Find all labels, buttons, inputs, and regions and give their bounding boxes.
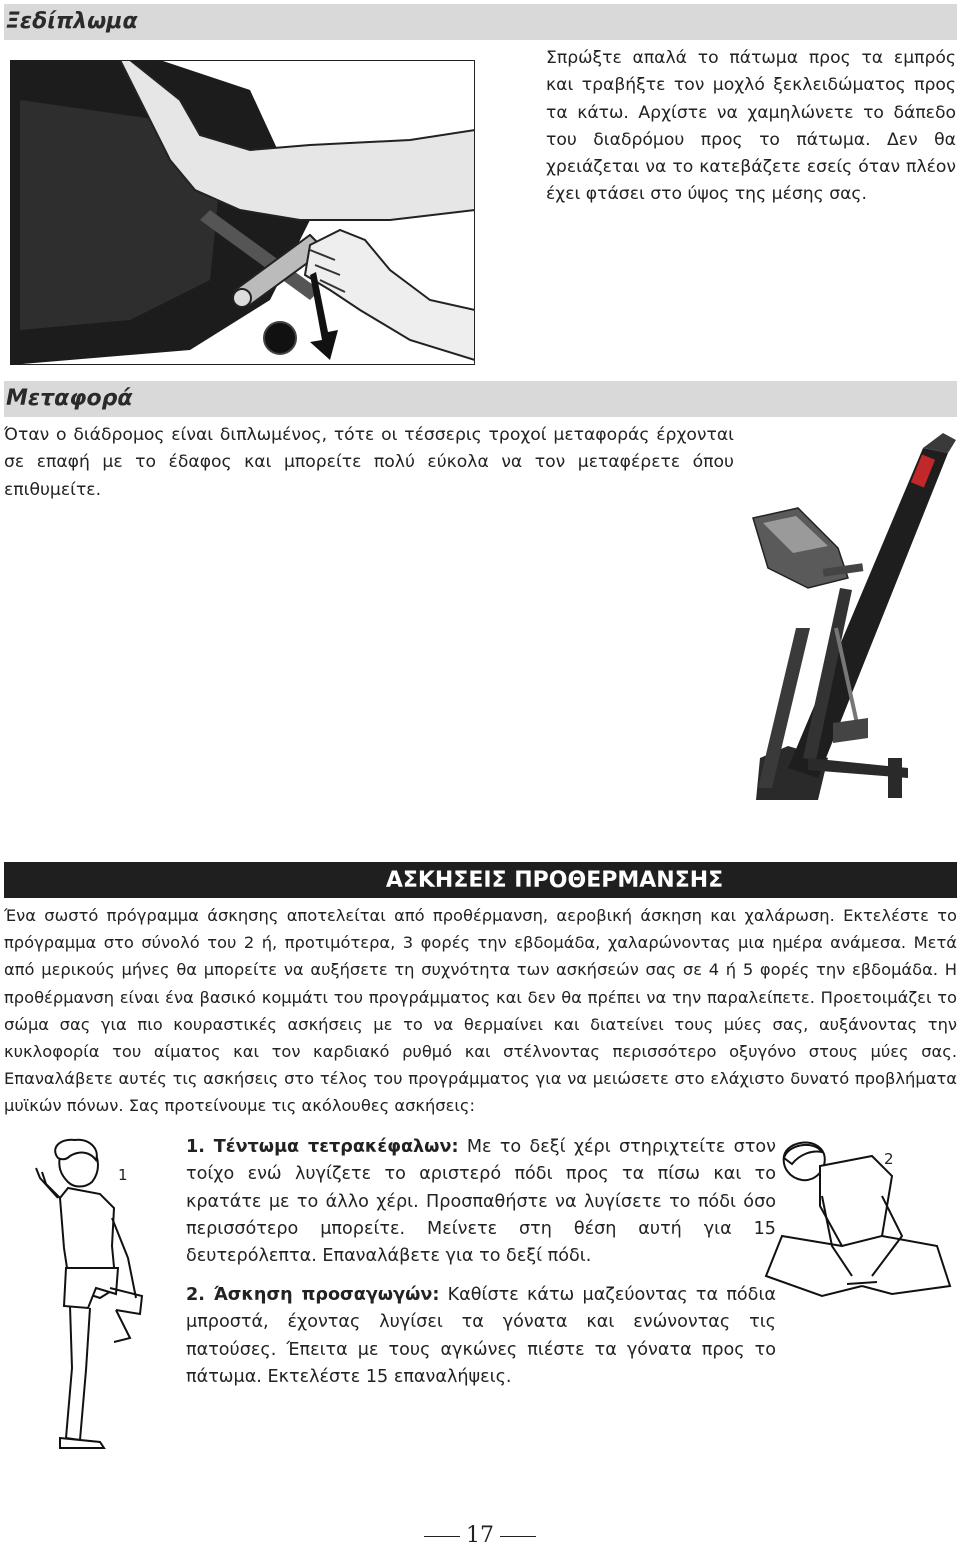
exercise-1-text: Με το δεξί χέρι στηριχτείτε στον τοίχο ενώ λυγίζετε το αριστερό πόδι προς τα πίσω και το κρατάτε με το άλλο χέρι. Προσπαθήστε να λυγίσετε το πόδι όσο περισσότερο μπορείτε. Μείνετε στη θέση αυτή για 15 δευτερόλεπτα. Επαναλάβετε για το δεξί πόδι.	[186, 1137, 776, 1267]
exercise-2-text: Καθίστε κάτω μαζεύοντας τα πόδια μπροστά, έχοντας λυγίσει τα γόνατα και ενώνοντας τις πατούσες. Έπειτα με τους αγκώνες πιέστε τα γόνατα προς το πάτωμα. Εκτελέστε 15 επαναλήψεις.	[186, 1285, 776, 1387]
exercise-1-title: 1. Τέντωμα τετρακέφαλων:	[186, 1137, 459, 1157]
page-number-left-dash	[424, 1536, 460, 1537]
unfold-lever-illustration	[10, 60, 475, 365]
page-number-value: 17	[466, 1523, 494, 1548]
figure-label-2: 2	[884, 1150, 894, 1168]
transport-instructions: Όταν ο διάδρομος είναι διπλωμένος, τότε οι τέσσερις τροχοί μεταφοράς έρχονται σε επαφή με το έδαφος και μπορείτε πολύ εύκολα να τον μεταφέρετε όπου επιθυμείτε.	[4, 425, 734, 500]
unfold-instructions: Σπρώξτε απαλά το πάτωμα προς τα εμπρός και τραβήξτε τον μοχλό ξεκλειδώματος προς τα κάτω. Αρχίστε να χαμηλώνετε το δάπεδο του διαδρόμου προς το πάτωμα. Δεν θα χρειάζεται να το κατεβάζετε εσείς όταν πλέον έχει φτάσει στο ύψος της μέσης σας.	[546, 48, 956, 205]
adductor-stretch-figure	[762, 1136, 952, 1311]
section-title-transport: Μεταφορά	[4, 381, 957, 417]
exercise-2-description	[186, 1282, 776, 1391]
quad-stretch-figure	[30, 1138, 160, 1458]
page-number-right-dash	[500, 1536, 536, 1537]
section-title-warmup: ΑΣΚΗΣΕΙΣ ΠΡΟΘΕΡΜΑΝΣΗΣ	[4, 862, 957, 898]
section-title-unfold: Ξεδίπλωμα	[4, 4, 957, 40]
folded-treadmill-illustration	[748, 428, 958, 806]
exercise-1-description	[186, 1134, 776, 1270]
figure-label-1: 1	[118, 1166, 128, 1184]
page-number	[0, 1523, 960, 1548]
warmup-intro: Ένα σωστό πρόγραμμα άσκησης αποτελείται από προθέρμανση, αεροβική άσκηση και χαλάρωση. Εκτελέστε το πρόγραμμα στο σύνολό του 2 ή, προτιμότερα, 3 φορές την εβδομάδα, χαλαρώνοντας μια ημέρα ανάμεσα. Μετά από μερικούς μήνες θα μπορείτε να αυξήσετε τη συχνότητα των ασκήσεών σας σε 4 ή 5 φορές την εβδομάδα. Η προθέρμανση είναι ένα βασικό κομμάτι του προγράμματος και δεν θα πρέπει να την παραλείπετε. Προετοιμάζει το σώμα σας για πιο κουραστικές ασκήσεις με το να θερμαίνει και διατείνει τους μύες σας, αυξάνοντας την κυκλοφορία του αίματος και τον καρδιακό ρυθμό και στέλνοντας περισσότερο οξυγόνο στους μύες σας. Επαναλάβετε αυτές τις ασκήσεις στο τέλος του προγράμματος για να μειώσετε στο ελάχιστο δυνατό προβλήματα μυϊκών πόνων. Σας προτείνουμε τις ακόλουθες ασκήσεις:	[4, 906, 957, 1116]
exercise-2-title: 2. Άσκηση προσαγωγών:	[186, 1285, 440, 1305]
